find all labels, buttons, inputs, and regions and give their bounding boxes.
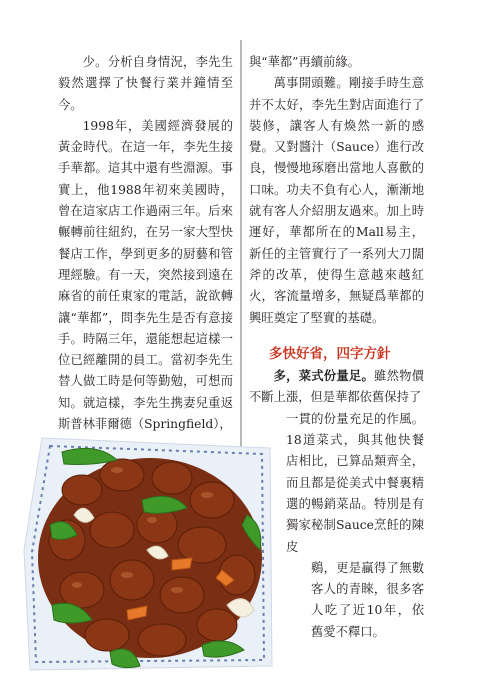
food-photo [22,430,274,673]
right-paragraph-3b: 一貫的份量充足的作風。18道菜式，與其他快餐店相比，已算品類齊全，而且都是從美式中餐裏精選的暢銷菜品。特別是有獨家秘制Sauce烹飪的陳皮 [286,411,424,554]
right-column [249,52,424,643]
left-paragraph-1: 少。分析自身情況，李先生毅然選擇了快餐行業并鐘情至今。 [58,55,233,112]
right-paragraph-3a [249,365,424,409]
right-paragraph-3a-text: 雖然物價不斷上漲，但是華都依舊保持了 [249,369,424,405]
section-heading: 多快好省，四字方針 [269,345,391,362]
right-paragraph-2: 萬事開頭難。剛接手時生意并不太好，李先生對店面進行了裝修，讓客人有煥然一新的感覺。又對醬汁（Sauce）進行改良，慢慢地琢磨出當地人喜歡的口味。功夫不負有心人，漸漸地就有客人介紹朋友過來。加上時運好，華都所在的Mall易主，新任的主管實行了一系列大刀闊斧的改革，使得生意越來越紅火，客流量增多，無疑爲華都的興旺奠定了堅實的基礎。 [249,76,424,325]
left-paragraph-2: 1998年，美國經濟發展的黃金時代。在這一年，李先生接手華都。這其中還有些淵源。事實上，他1988年初來美國時，曾在這家店工作過兩三年。后來輾轉前往紐約，在另一家大型快餐店工作，學到更多的厨藝和管理經驗。有一天，突然接到遠在麻省的前任東家的電話，說欲轉讓“華都”，問李先生是否有意接手。時隔三年，還能想起這樣一位已經離開的員工。當初李先生替人做工時是何等勤勉，可想而知。就這樣，李先生携妻兒重返斯普林菲爾德（Springfield）， [58,118,233,432]
left-column [58,52,233,435]
right-paragraph-3c: 鷄，更是贏得了無數客人的青睞，很多客人吃了近10年，依舊愛不釋口。 [311,560,424,639]
right-paragraph-1: 與“華都”再續前緣。 [249,55,360,69]
lead-phrase: 多，菜式份量足。 [273,368,375,384]
